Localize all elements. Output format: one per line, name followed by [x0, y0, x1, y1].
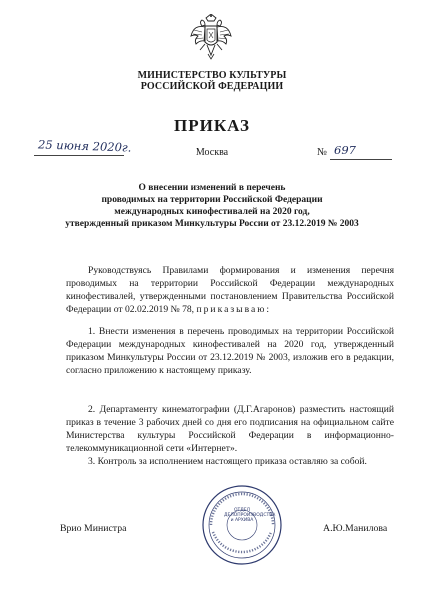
clause-1: 1. Внести изменения в перечень проводимых на территории Российской Федерации международных кинофестивалей на 2020 год, утвержденный приказом Минкультуры России от 23.12.2019 № 2003, изложив его в редакции, согласно приложению к настоящему приказу.	[66, 326, 394, 376]
number-underline	[330, 159, 392, 160]
stamp-caption-line: и АРХИВА	[230, 518, 254, 523]
stamp-caption-line: ОТДЕЛ	[233, 508, 251, 513]
preamble-paragraph	[66, 264, 394, 316]
signatory-position: Врио Министра	[60, 523, 127, 534]
subject-line: утвержденный приказом Минкультуры России от 23.12.2019 № 2003	[65, 219, 359, 229]
document-title: ПРИКАЗ	[174, 116, 250, 135]
clause-3: 3. Контроль за исполнением настоящего приказа оставляю за собой.	[88, 456, 367, 467]
preamble-text: Руководствуясь Правилами формирования и изменения перечня проводимых на территории Российской Федерации международных кинофестивалей, утвержденными постановлением Правительства Российской Федерации от 02.02.2019 № 78,	[66, 265, 394, 315]
subject-line: О внесении изменений в перечень	[138, 183, 286, 193]
clause-2: 2. Департаменту кинематографии (Д.Г.Агаронов) разместить настоящий приказ в течение 3 рабочих дней со дня его подписания на официальном сайте Министерства культуры Российской Федерации в информационно-телекоммуникационной сети «Интернет».	[66, 404, 394, 454]
signatory-name: А.Ю.Манилова	[323, 523, 388, 534]
subject-line: международных кинофестивалей на 2020 год,	[114, 207, 310, 217]
order-command: приказываю:	[196, 304, 272, 315]
subject-line: проводимых на территории Российской Федерации	[101, 195, 323, 205]
handwritten-date: 25 июня 2020г.	[37, 137, 132, 155]
ministry-name-line1: МИНИСТЕРСТВО КУЛЬТУРЫ	[137, 70, 287, 81]
registration-stamp	[201, 484, 283, 566]
handwritten-order-number: 697	[334, 143, 356, 157]
ministry-name-line2: РОССИЙСКОЙ ФЕДЕРАЦИИ	[140, 81, 284, 92]
order-subject	[60, 182, 364, 230]
stamp-caption	[224, 508, 276, 523]
stamp-caption-line: ДЕЛОПРОИЗВОДСТВА	[224, 513, 276, 518]
city-label: Москва	[195, 147, 229, 158]
russian-coat-of-arms-icon	[190, 14, 232, 60]
number-sign: №	[317, 147, 328, 158]
